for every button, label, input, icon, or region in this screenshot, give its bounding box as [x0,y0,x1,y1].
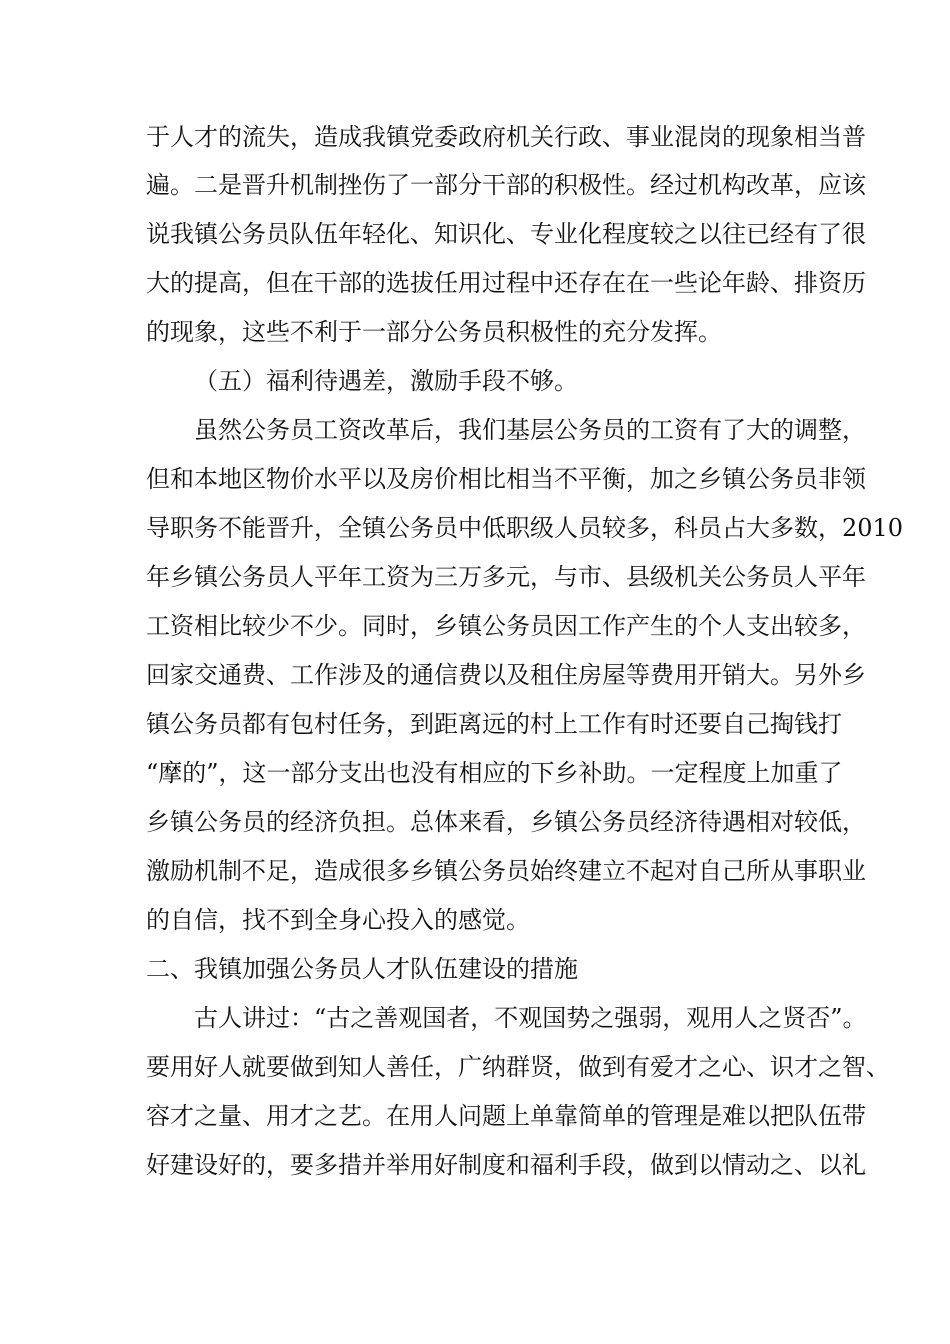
text-line: 导职务不能晋升，全镇公务员中低职级人员较多，科员占大多数，2010 [146,514,904,542]
text-line: 大的提高，但在干部的选拔任用过程中还存在在一些论年龄、排资历 [146,269,866,297]
text-line: 古人讲过：“古之善观国者，不观国势之强弱，观用人之贤否”。 [194,1004,867,1032]
text-line: 于人才的流失，造成我镇党委政府机关行政、事业混岗的现象相当普 [146,123,866,151]
text-line: 好建设好的，要多措并举用好制度和福利手段，做到以情动之、以礼 [146,1151,866,1179]
section-heading: （五）福利待遇差，激励手段不够。 [194,367,578,395]
text-line: 容才之量、用才之艺。在用人问题上单靠简单的管理是难以把队伍带 [146,1102,866,1130]
text-line: 的现象，这些不利于一部分公务员积极性的充分发挥。 [146,318,722,346]
text-line: 激励机制不足，造成很多乡镇公务员始终建立不起对自己所从事职业 [146,857,866,885]
text-line: 说我镇公务员队伍年轻化、知识化、专业化程度较之以往已经有了很 [146,220,866,248]
section-heading: 二、我镇加强公务员人才队伍建设的措施 [146,955,578,983]
text-line: 要用好人就要做到知人善任，广纳群贤，做到有爱才之心、识才之智、 [146,1053,890,1081]
text-line: 但和本地区物价水平以及房价相比相当不平衡，加之乡镇公务员非领 [146,465,866,493]
text-line: 镇公务员都有包村任务，到距离远的村上工作有时还要自己掏钱打 [146,710,842,738]
text-line: 工资相比较少不少。同时，乡镇公务员因工作产生的个人支出较多， [146,612,866,640]
text-line: 虽然公务员工资改革后，我们基层公务员的工资有了大的调整， [194,416,866,444]
text-line: 回家交通费、工作涉及的通信费以及租住房屋等费用开销大。另外乡 [146,661,866,689]
text-line: 遍。二是晋升机制挫伤了一部分干部的积极性。经过机构改革，应该 [146,171,866,199]
text-line: 乡镇公务员的经济负担。总体来看，乡镇公务员经济待遇相对较低， [146,808,866,836]
text-line: 的自信，找不到全身心投入的感觉。 [146,906,530,934]
text-line: “摩的”，这一部分支出也没有相应的下乡补助。一定程度上加重了 [146,759,843,787]
text-line: 年乡镇公务员人平年工资为三万多元，与市、县级机关公务员人平年 [146,563,866,591]
